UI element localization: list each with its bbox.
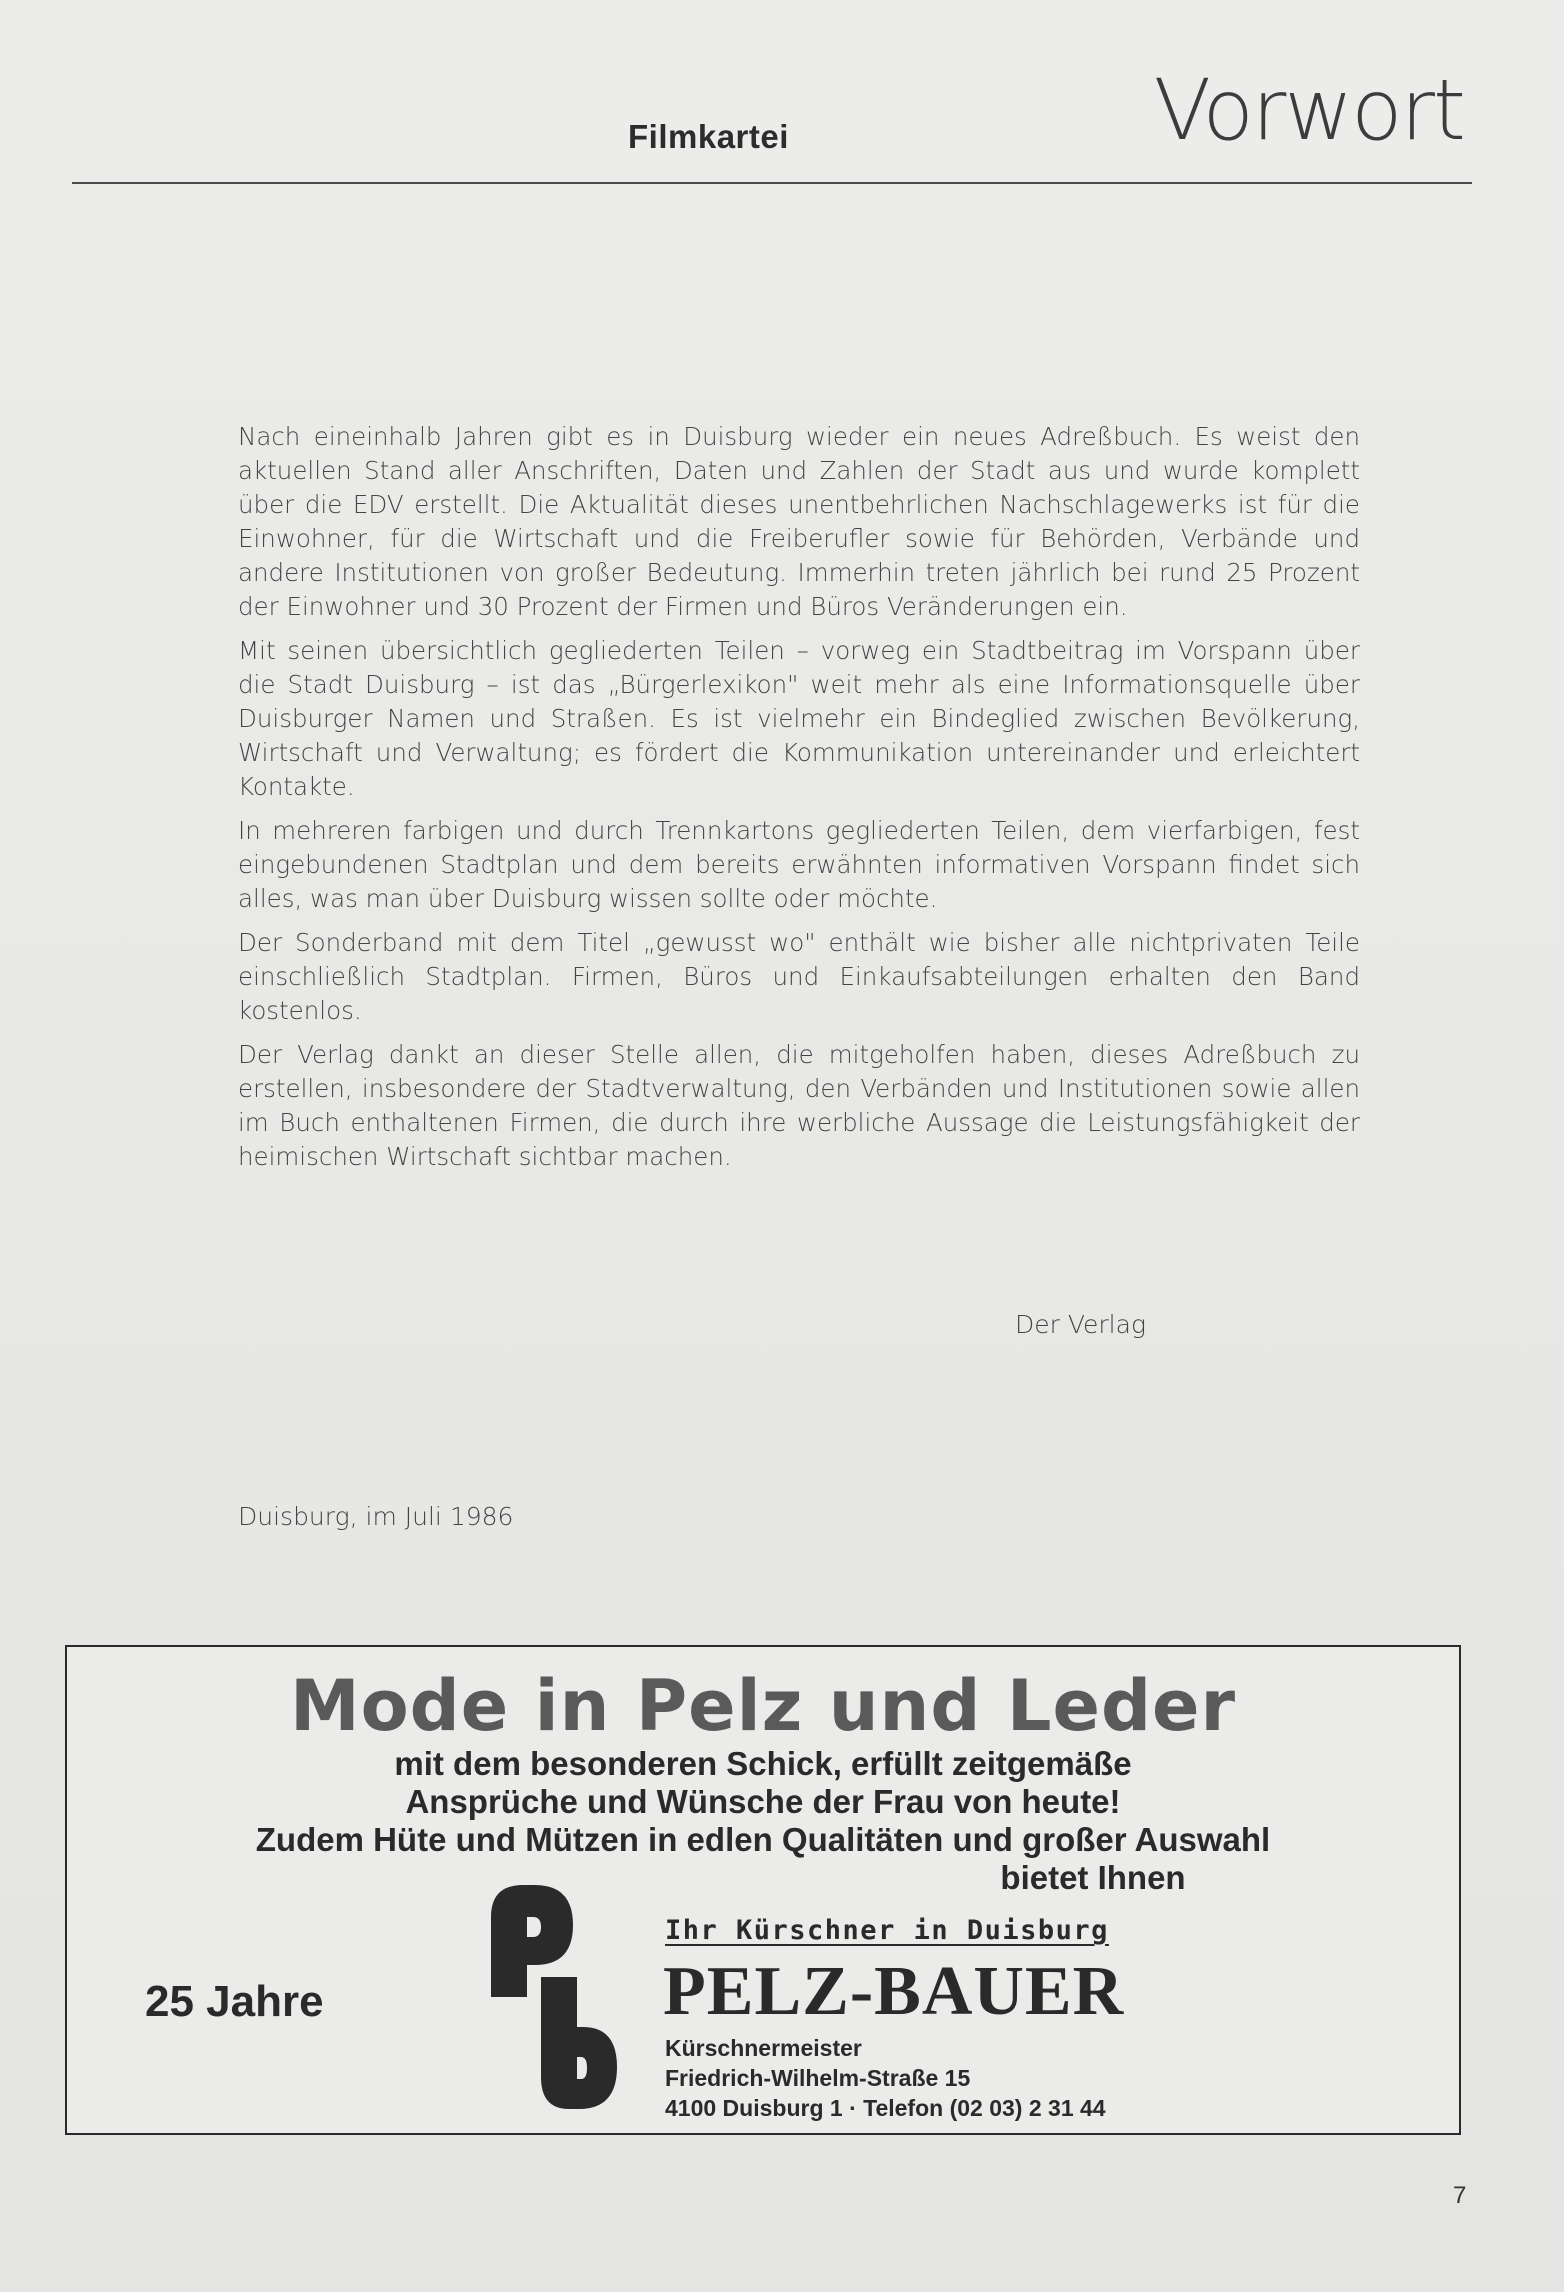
ad-anniversary: 25 Jahre — [145, 1977, 324, 2026]
company-street: Friedrich-Wilhelm-Straße 15 — [665, 2065, 971, 2091]
paragraph: In mehreren farbigen und durch Trennkartons gegliederten Teilen, dem vierfarbigen, fest eingebundenen Stadtplan und dem bereits erwähnten informativen Vorspann findet sich alles, was man über Duisburg wissen sollte oder möchte. — [238, 816, 1360, 913]
page-title: Vorwort — [1153, 61, 1464, 159]
place-date: Duisburg, im Juli 1986 — [238, 1502, 514, 1531]
paragraph: Der Verlag dankt an dieser Stelle allen, die mitgeholfen haben, dieses Adreßbuch zu erstellen, insbesondere der Stadtverwaltung, den Verbänden und Institutionen sowie allen im Buch enthaltenen Firmen, die durch ihre werbliche Aussage die Leistungsfähigkeit der heimischen Wirtschaft sichtbar machen. — [238, 1040, 1360, 1171]
company-name: PELZ-BAUER — [663, 1953, 1125, 2030]
advertisement — [65, 1645, 1461, 2135]
ad-text-line: mit dem besonderen Schick, erfüllt zeitgemäße — [394, 1745, 1132, 1782]
ad-text-line: bietet Ihnen — [1000, 1859, 1186, 1896]
header-divider — [72, 182, 1472, 184]
ad-headline: Mode in Pelz und Leder — [289, 1665, 1237, 1747]
company-title: Kürschnermeister — [665, 2035, 862, 2061]
ad-text-line: Ansprüche und Wünsche der Frau von heute! — [405, 1783, 1121, 1820]
foreword-text — [238, 420, 1360, 1184]
company-city-phone: 4100 Duisburg 1 · Telefon (02 03) 2 31 44 — [665, 2095, 1106, 2121]
paragraph: Der Sonderband mit dem Titel „gewusst wo" enthält wie bisher alle nichtprivaten Teile einschließlich Stadtplan. Firmen, Büros und Einkaufsabteilungen erhalten den Band kostenlos. — [238, 928, 1360, 1025]
paragraph: Nach eineinhalb Jahren gibt es in Duisburg wieder ein neues Adreßbuch. Es weist den aktuellen Stand aller Anschriften, Daten und Zahlen der Stadt aus und wurde komplett über die EDV erstellt. Die Aktualität dieses unentbehrlichen Nachschlagewerks ist für die Einwohner, für die Wirtschaft und die Freiberufler sowie für Behörden, Verbände und andere Institutionen von großer Bedeutung. Immerhin treten jährlich bei rund 25 Prozent der Einwohner und 30 Prozent der Firmen und Büros Veränderungen ein. — [238, 422, 1360, 621]
ad-text-line: Zudem Hüte und Mützen in edlen Qualitäten und großer Auswahl — [255, 1821, 1271, 1858]
pb-logo-icon — [483, 1877, 623, 2117]
signature: Der Verlag — [1015, 1310, 1146, 1339]
ad-subline: Ihr Kürschner in Duisburg — [665, 1915, 1109, 1946]
section-label: Filmkartei — [628, 118, 789, 155]
page-number: 7 — [1453, 2182, 1467, 2209]
paragraph: Mit seinen übersichtlich gegliederten Teilen – vorweg ein Stadtbeitrag im Vorspann über die Stadt Duisburg – ist das „Bürgerlexikon" weit mehr als eine Informationsquelle über Duisburger Namen und Straßen. Es ist vielmehr ein Bindeglied zwischen Bevölkerung, Wirtschaft und Verwaltung; es fördert die Kommunikation untereinander und erleichtert Kontakte. — [238, 636, 1360, 801]
